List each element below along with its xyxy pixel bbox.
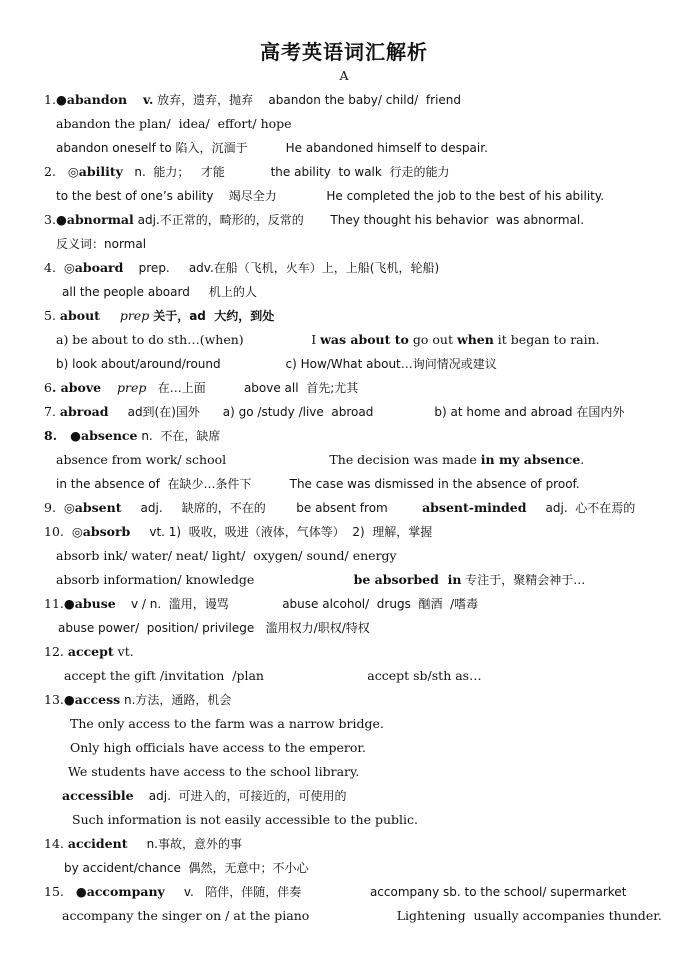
- entry-text: 6: [44, 380, 52, 395]
- entry-line: [44, 90, 461, 110]
- section-letter: A: [339, 68, 349, 83]
- entry-text: all the people aboard 机上的人: [62, 285, 257, 299]
- entry-line: [70, 738, 366, 758]
- entry-text: prep: [116, 380, 147, 395]
- entry-line: [56, 474, 580, 494]
- entry-line: [44, 426, 220, 446]
- entry-line: [68, 762, 359, 782]
- entry-line: [64, 858, 309, 878]
- entry-line: [44, 258, 439, 278]
- entry-line: [44, 378, 358, 398]
- entry-line: [56, 330, 600, 350]
- entry-text: 2.: [44, 164, 68, 179]
- headword-text: ●absence: [70, 428, 138, 443]
- entry-text: [100, 306, 120, 326]
- entry-text: 15.: [44, 884, 76, 899]
- entry-text: 放弃，遗弃，抛弃 abandon the baby/ child/ friend: [153, 93, 462, 107]
- headword-text: 8.: [44, 428, 71, 443]
- headword-text: absent-minded: [422, 500, 527, 515]
- entry-text: 反义词：normal: [56, 237, 147, 251]
- entry-line: [62, 906, 662, 926]
- entry-text: We students have access to the school library.: [68, 764, 360, 779]
- entry-text: 7.: [44, 404, 60, 419]
- headword-text: ●access: [63, 692, 121, 707]
- entry-text: adj. 可进入的，可接近的，可使用的: [133, 789, 347, 803]
- entry-line: [44, 882, 626, 902]
- entry-text: [101, 378, 117, 398]
- entry-line: [44, 690, 231, 710]
- headword-text: about: [59, 308, 100, 323]
- entry-line: [62, 786, 347, 806]
- headword-text: accept: [67, 644, 114, 659]
- entry-text: 专注于，聚精会神于…: [461, 573, 586, 587]
- entry-line: [44, 498, 635, 518]
- entry-text: The only access to the farm was a narrow bridge.: [70, 716, 384, 731]
- headword-text: accident: [67, 836, 128, 851]
- entry-text: n.事故，意外的事: [127, 837, 242, 851]
- entry-line: [44, 594, 478, 614]
- entry-text: a) be about to do sth…(when) I: [56, 332, 321, 347]
- headword-text: ◎absorb: [71, 524, 131, 539]
- entry-text: accompany the singer on / at the piano Lightening usually accompanies thunder.: [62, 908, 662, 923]
- headword-text: in my absence: [480, 452, 581, 467]
- entry-line: [56, 186, 604, 206]
- entry-text: ad到(在)国外 a) go /study /live abroad b) at home and abroad 在国内外: [108, 405, 625, 419]
- headword-text: ●accompany: [75, 884, 165, 899]
- entry-line: [44, 306, 274, 326]
- page-title: 高考英语词汇解析: [260, 40, 428, 64]
- entry-text: 4.: [44, 260, 64, 275]
- entry-text: 在…上面 above all 首先;尤其: [146, 381, 359, 395]
- entry-text: 1.: [44, 92, 56, 107]
- entry-text: abandon the plan/ idea/ effort/ hope: [56, 116, 292, 131]
- entry-line: [62, 282, 257, 302]
- entry-text: n. 能力； 才能 the ability to walk 行走的能力: [122, 165, 450, 179]
- entry-text: 5.: [44, 308, 60, 323]
- entry-text: .: [580, 452, 585, 467]
- headword-text: ◎aboard: [63, 260, 124, 275]
- entry-text: abandon oneself to 陷入，沉湎于 He abandoned himself to despair.: [56, 141, 488, 155]
- entry-line: [44, 522, 432, 542]
- entry-text: absence from work/ school The decision was made: [56, 452, 481, 467]
- headword-text: ●abandon: [55, 92, 128, 107]
- entry-line: [56, 546, 397, 566]
- headword-text: ●abuse: [63, 596, 116, 611]
- entry-line: [70, 714, 384, 734]
- entry-text: by accident/chance 偶然，无意中；不小心: [64, 861, 309, 875]
- headword-text: was about to: [320, 332, 409, 347]
- entry-text: n.方法，通路，机会: [120, 693, 232, 707]
- headword-text: abroad: [59, 404, 109, 419]
- headword-text: 关于，ad 大约，到处: [153, 309, 275, 323]
- entry-text: 11.: [44, 596, 64, 611]
- entry-text: vt. 1) 吸收，吸进（液体，气体等） 2) 理解，掌握: [130, 525, 433, 539]
- entry-text: 14.: [44, 836, 68, 851]
- entry-text: v / n. 滥用，谩骂 abuse alcohol/ drugs 酗酒 /嗜毒: [115, 597, 479, 611]
- entry-text: prep: [119, 308, 150, 323]
- entry-line: [64, 666, 482, 686]
- entry-text: absorb information/ knowledge: [56, 572, 354, 587]
- headword-text: v.: [142, 92, 154, 107]
- headword-text: be absorbed in: [353, 572, 462, 587]
- entry-text: to the best of one’s ability 竭尽全力 He completed the job to the best of his ability.: [56, 189, 605, 203]
- entry-text: accept the gift /invitation /plan accept sb/sth as…: [64, 668, 482, 683]
- entry-text: vt.: [113, 644, 134, 659]
- entry-text: abuse power/ position/ privilege 滥用权力/职权/特权: [58, 621, 370, 635]
- entry-text: it began to rain.: [493, 332, 600, 347]
- entry-text: absorb ink/ water/ neat/ light/ oxygen/ sound/ energy: [56, 548, 397, 563]
- entry-line: [56, 138, 488, 158]
- entry-text: prep. adv.在船（飞机，火车）上，上船(飞机，轮船): [123, 261, 440, 275]
- entry-line: [56, 234, 146, 254]
- entry-text: n. 不在，缺席: [137, 429, 221, 443]
- headword-text: ◎ability: [67, 164, 123, 179]
- entry-text: 12.: [44, 644, 68, 659]
- entry-line: [58, 618, 370, 638]
- entry-text: adj. 心不在焉的: [526, 501, 636, 515]
- entry-text: in the absence of 在缺少…条件下 The case was dismissed in the absence of proof.: [56, 477, 580, 491]
- entry-text: adj. 缺席的，不在的 be absent from: [121, 501, 423, 515]
- headword-text: accessible: [62, 788, 134, 803]
- entry-text: adj.不正常的，畸形的，反常的 They thought his behavior was abnormal.: [133, 213, 585, 227]
- entry-line: [56, 570, 585, 590]
- entry-line: [44, 210, 584, 230]
- entry-text: Only high officials have access to the emperor.: [70, 740, 366, 755]
- entry-text: b) look about/around/round c) How/What about…询问情况或建议: [56, 357, 497, 371]
- headword-text: ●abnormal: [55, 212, 134, 227]
- headword-text: . above: [51, 380, 102, 395]
- entry-text: 3.: [44, 212, 56, 227]
- entry-line: [56, 450, 584, 470]
- entry-line: [44, 642, 134, 662]
- headword-text: ◎absent: [63, 500, 122, 515]
- entry-line: [56, 114, 292, 134]
- entry-text: 13.: [44, 692, 64, 707]
- entry-text: 10.: [44, 524, 72, 539]
- headword-text: when: [456, 332, 494, 347]
- entry-text: [127, 90, 143, 110]
- entry-text: 9.: [44, 500, 64, 515]
- entry-line: [44, 402, 624, 422]
- entry-line: [56, 354, 497, 374]
- entry-text: go out: [408, 332, 457, 347]
- entry-line: [44, 162, 449, 182]
- entry-text: v. 陪伴，伴随，伴奏 accompany sb. to the school/ supermarket: [164, 885, 627, 899]
- entry-text: Such information is not easily accessible to the public.: [72, 812, 418, 827]
- entry-line: [44, 834, 242, 854]
- entry-line: [72, 810, 418, 830]
